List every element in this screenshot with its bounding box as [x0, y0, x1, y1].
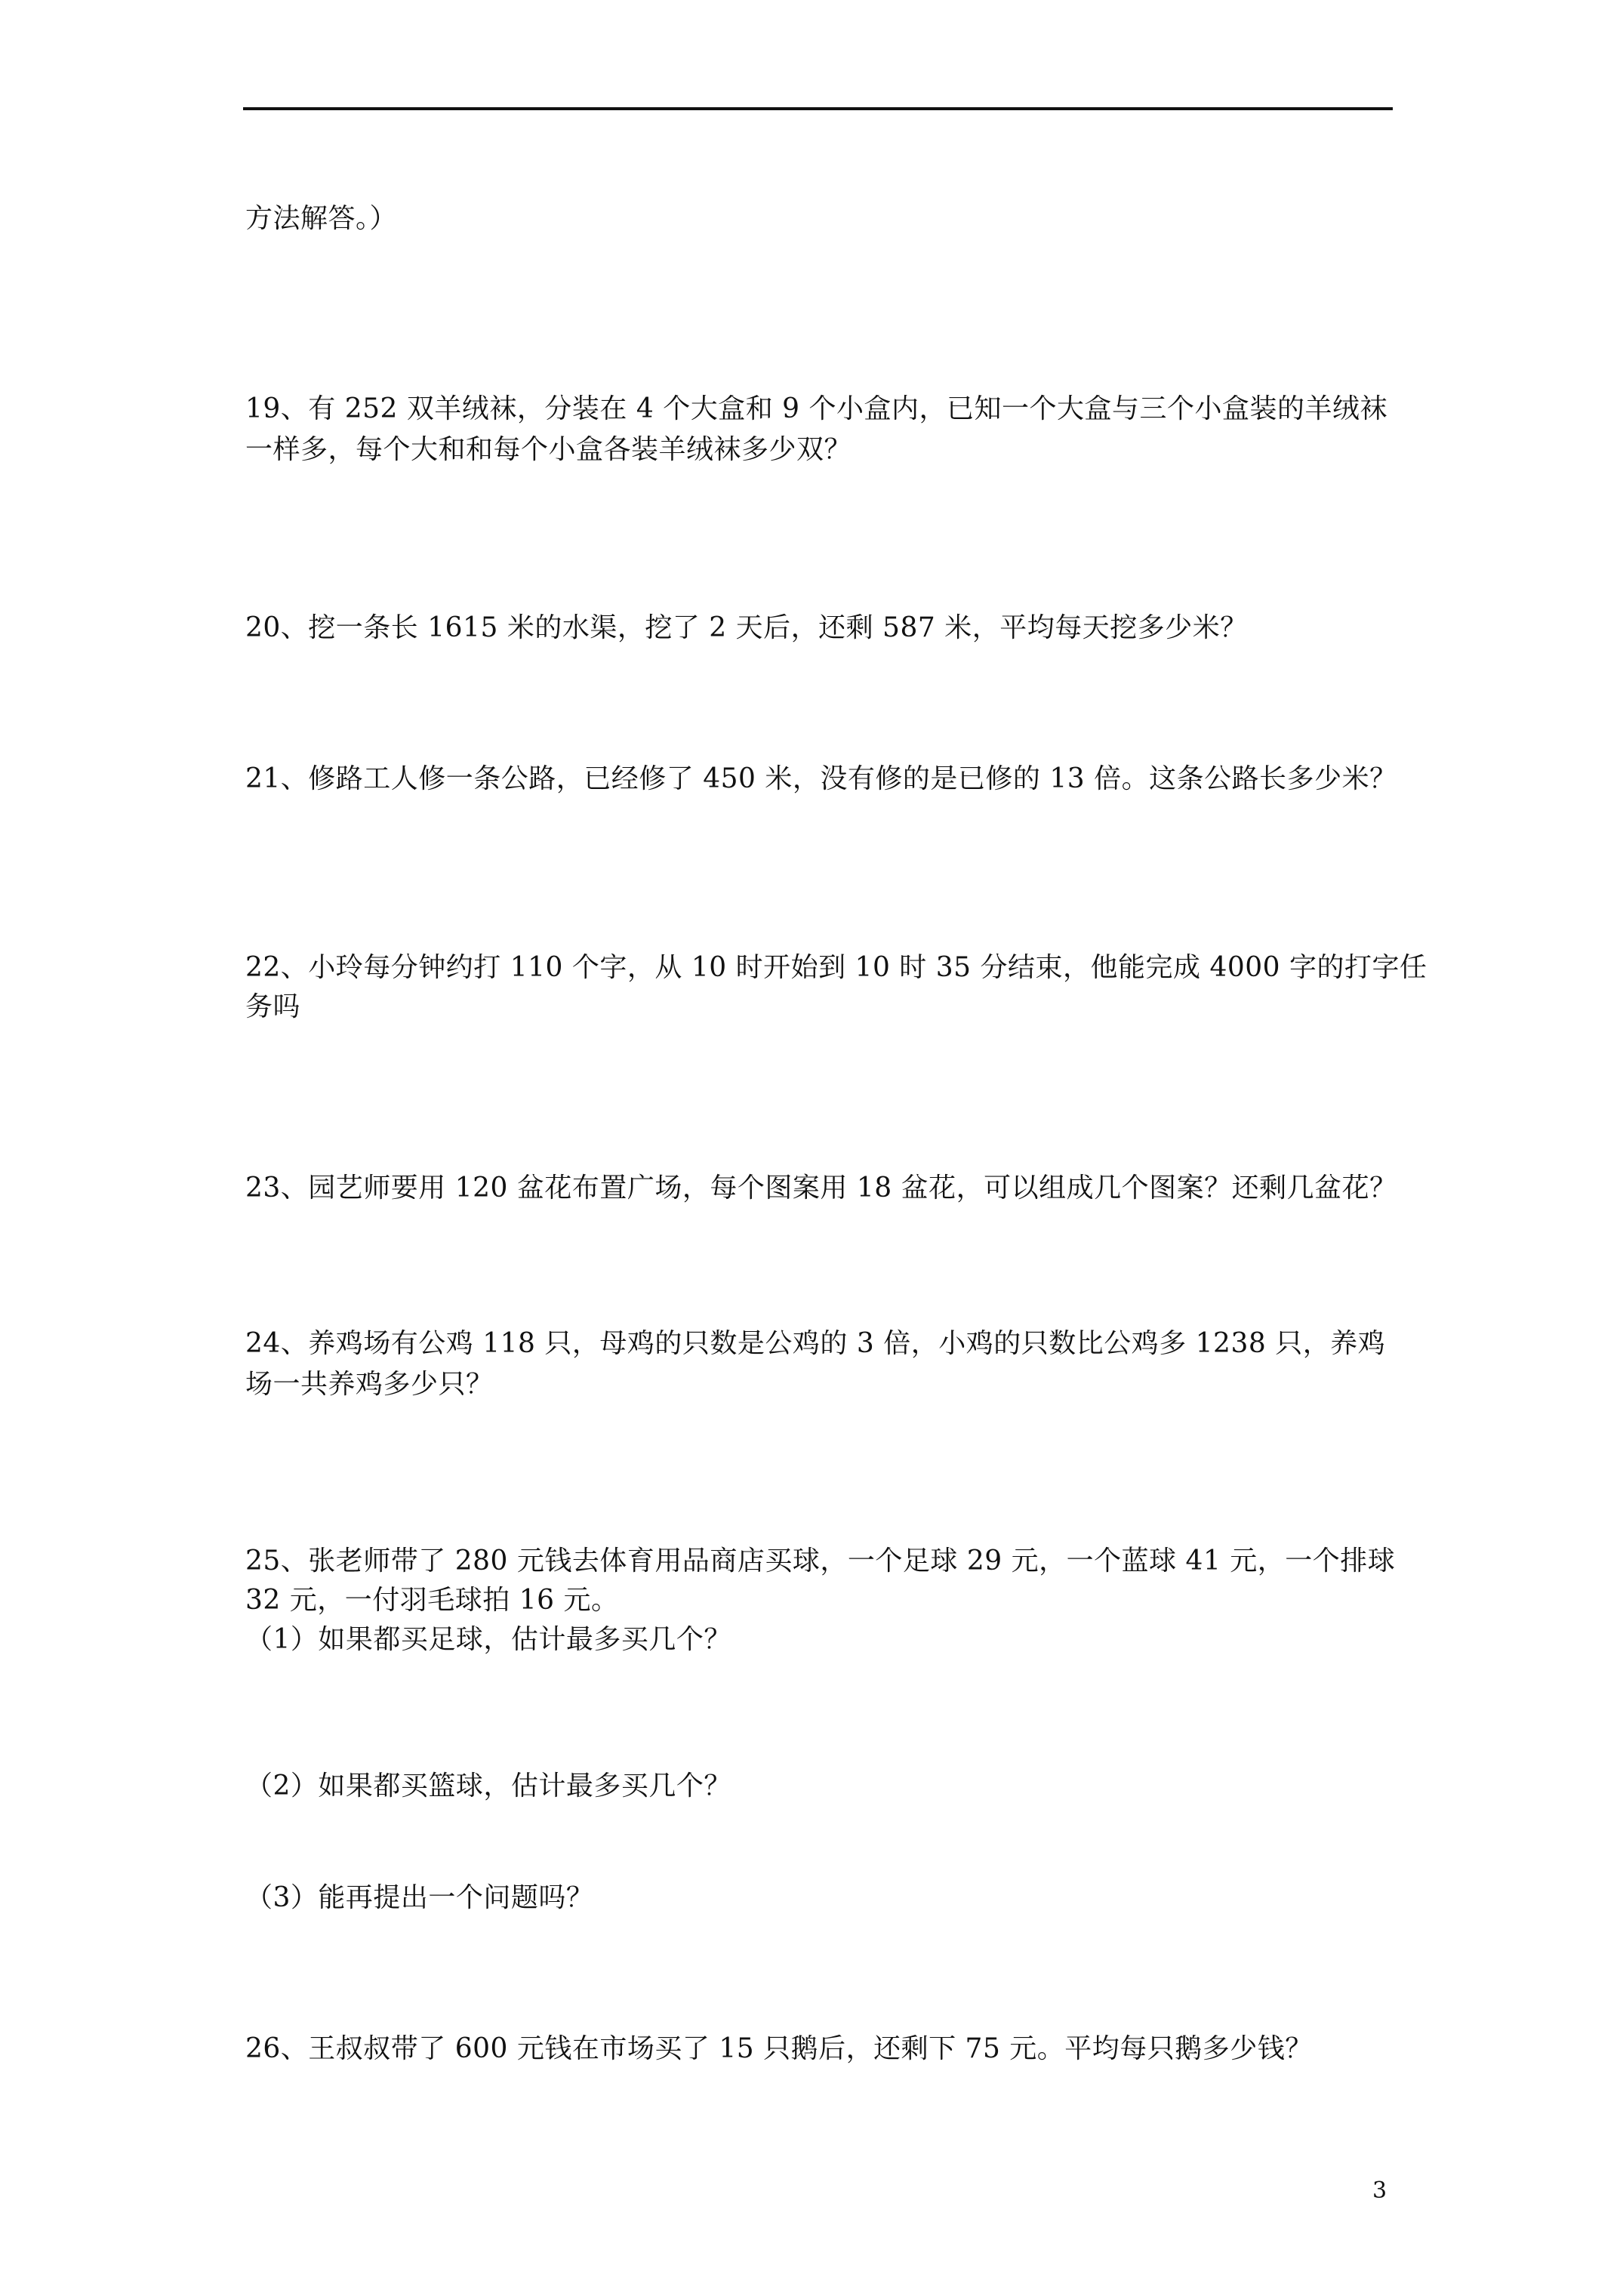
question-19-line-2: 一样多，每个大和和每个小盒各装羊绒袜多少双？	[245, 434, 852, 465]
question-22-line-2: 务吗	[245, 991, 301, 1022]
question-24-line-2: 场一共养鸡多少只？	[245, 1369, 494, 1400]
question-19-line-1: 19、有 252 双羊绒袜，分装在 4 个大盒和 9 个小盒内，已知一个大盒与三个小盒装的羊绒袜	[245, 393, 1387, 424]
question-25-line-1: 25、张老师带了 280 元钱去体育用品商店买球，一个足球 29 元，一个蓝球 41 元，一个排球	[245, 1546, 1396, 1576]
question-25-part-3: （3）能再提出一个问题吗？	[245, 1882, 594, 1913]
header-rule	[243, 107, 1393, 110]
question-25-part-2: （2）如果都买篮球，估计最多买几个？	[245, 1771, 731, 1801]
question-20: 20、挖一条长 1615 米的水渠，挖了 2 天后，还剩 587 米，平均每天挖多少米？	[245, 612, 1248, 643]
question-24-line-1: 24、养鸡场有公鸡 118 只，母鸡的只数是公鸡的 3 倍，小鸡的只数比公鸡多 1238 只，养鸡	[245, 1328, 1386, 1359]
question-21: 21、修路工人修一条公路，已经修了 450 米，没有修的是已修的 13 倍。这条公路长多少米？	[245, 763, 1397, 794]
question-23: 23、园艺师要用 120 盆花布置广场，每个图案用 18 盆花，可以组成几个图案？还剩几盆花？	[245, 1173, 1397, 1203]
question-25-line-2: 32 元，一付羽毛球拍 16 元。	[245, 1585, 619, 1616]
question-25-part-1: （1）如果都买足球，估计最多买几个？	[245, 1624, 731, 1655]
question-22-line-1: 22、小玲每分钟约打 110 个字，从 10 时开始到 10 时 35 分结束，他能完成 4000 字的打字任	[245, 952, 1427, 983]
page-number: 3	[1372, 2177, 1387, 2204]
question-26: 26、王叔叔带了 600 元钱在市场买了 15 只鹅后，还剩下 75 元。平均每只鹅多少钱？	[245, 2033, 1313, 2064]
continuation-text: 方法解答。）	[245, 203, 398, 234]
